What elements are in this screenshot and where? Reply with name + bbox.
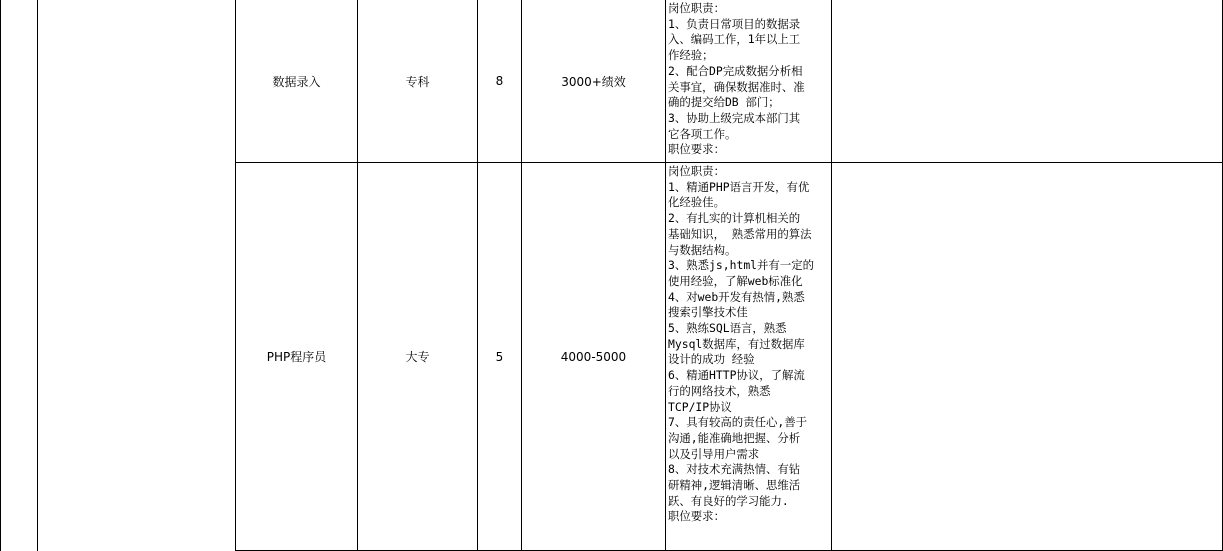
description-line: 以及引导用户需求 [668, 446, 760, 461]
description-line: 职位要求： [668, 142, 725, 157]
description-line: 4、对web开发有热情,熟悉 [668, 289, 805, 304]
description-line: 设计的成功 经验 [668, 352, 755, 367]
description-line: 基础知识， 熟悉常用的算法 [668, 226, 812, 241]
description-line: 使用经验，了解web标准化 [668, 273, 803, 288]
education-cell: 大专 [358, 163, 478, 551]
count-cell: 8 [478, 0, 522, 163]
description-line: 职位要求： [668, 509, 725, 524]
description-line: TCP/IP协议 [668, 399, 732, 414]
position-cell: 数据录入 [236, 0, 358, 163]
count-cell: 5 [478, 163, 522, 551]
description-line: 1、负责日常项目的数据录 [668, 16, 801, 31]
description-line: 8、对技术充满热情、有钻 [668, 462, 801, 477]
description-line: 与数据结构。 [668, 242, 737, 257]
education-cell: 专科 [358, 0, 478, 163]
description-line: 3、协助上级完成本部门其 [668, 110, 801, 125]
description-line: 1、精通PHP语言开发，有优 [668, 179, 810, 194]
description-line: 搜索引擎技术佳 [668, 305, 748, 320]
blank-cell [1, 0, 38, 551]
position-cell: PHP程序员 [236, 163, 358, 551]
description-line: 确的提交给DB 部门； [668, 95, 780, 110]
description-line: 岗位职责： [668, 1, 725, 15]
description-line: 作经验； [668, 48, 714, 63]
description-line: 岗位职责： [668, 164, 725, 178]
description-cell [666, 163, 832, 551]
description-line: 7、具有较高的责任心,善于 [668, 415, 808, 430]
description-line: 6、精通HTTP协议，了解流 [668, 368, 805, 383]
description-line: 2、有扎实的计算机相关的 [668, 211, 801, 226]
description-line: 入、编码工作，1年以上工 [668, 32, 801, 47]
blank-cell [832, 163, 1223, 551]
description-line: 跃、有良好的学习能力. [668, 493, 789, 508]
description-line: 研精神,逻辑清晰、思维活 [668, 478, 801, 493]
description-line: 关事宜，确保数据准时、准 [668, 79, 805, 94]
description-line: 3、熟悉js,html并有一定的 [668, 258, 814, 273]
description-line: Mysql数据库，有过数据库 [668, 336, 805, 351]
salary-cell: 4000-5000 [522, 163, 666, 551]
description-cell [666, 0, 832, 163]
description-line: 化经验佳。 [668, 195, 725, 210]
table-row [1, 0, 1223, 163]
description-line: 沟通,能准确地把握、分析 [668, 430, 801, 445]
description-line: 它各项工作。 [668, 126, 737, 141]
salary-cell: 3000+绩效 [522, 0, 666, 163]
description-line: 2、配合DP完成数据分析相 [668, 63, 803, 78]
blank-cell [832, 0, 1223, 163]
blank-cell [38, 0, 236, 551]
description-line: 5、熟练SQL语言，熟悉 [668, 321, 787, 336]
description-line: 行的网络技术，熟悉 [668, 383, 771, 398]
